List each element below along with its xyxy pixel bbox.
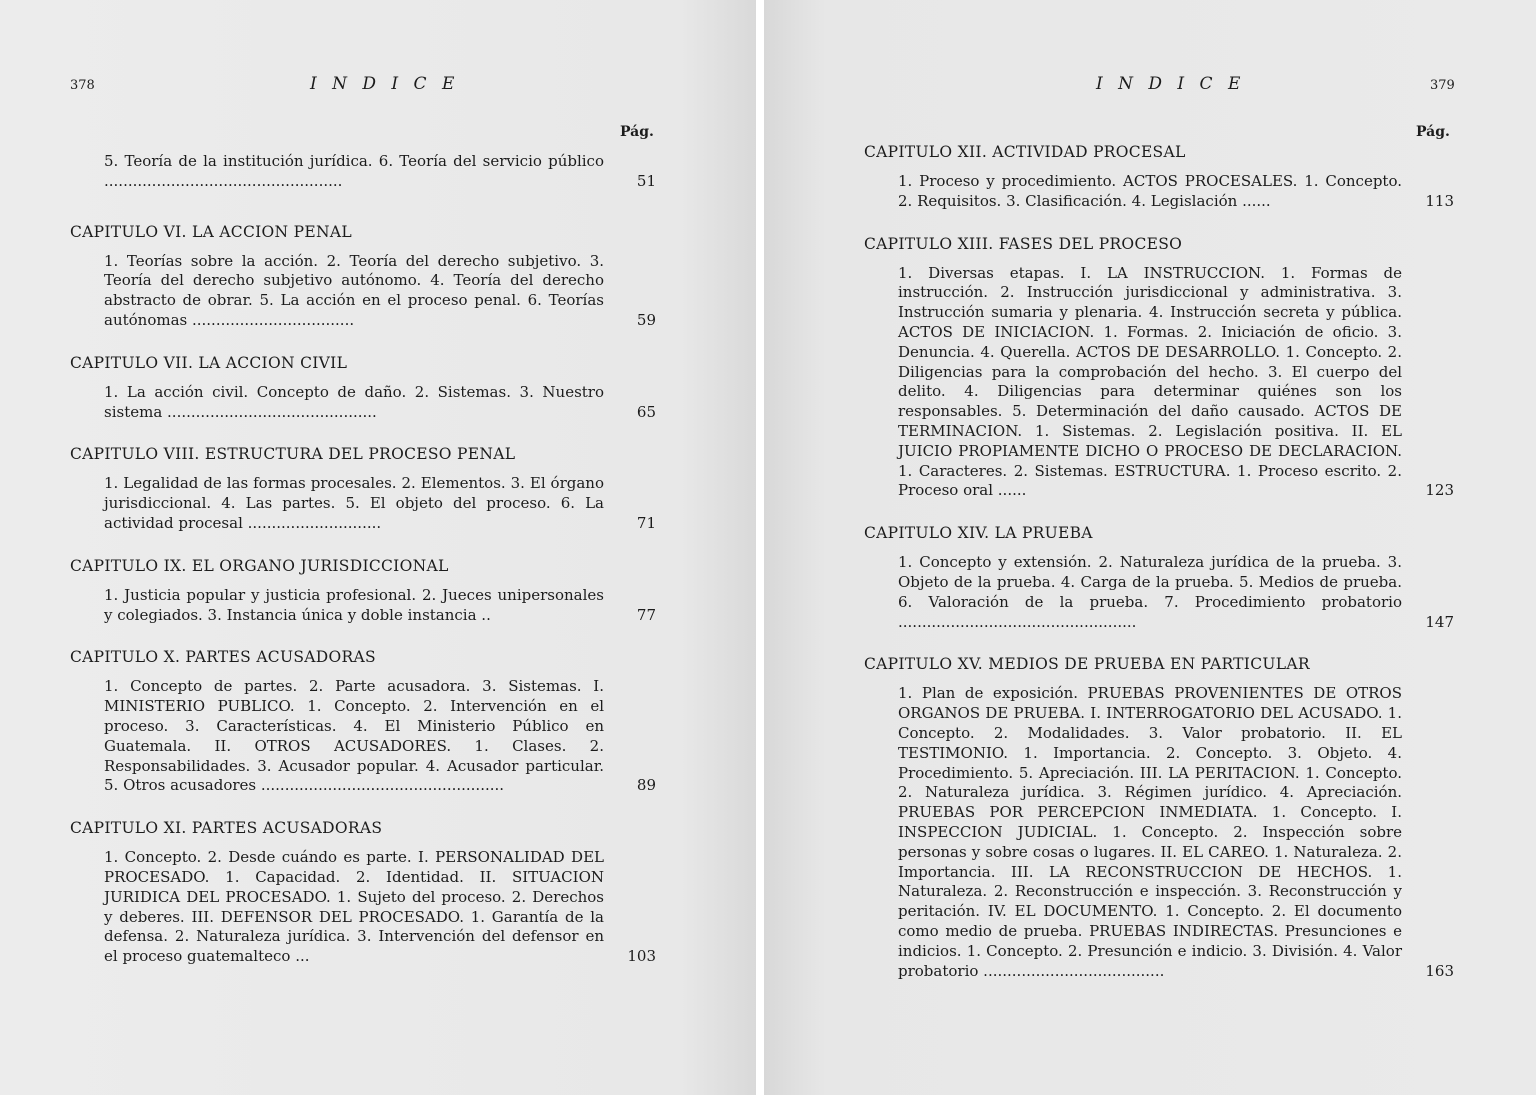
entry-text: 1. Legalidad de las formas procesales. 2. Elementos. 3. El órgano jurisdiccional. 4. Las partes. 5. El objeto del proceso. 6. La actividad procesal ............................ bbox=[104, 474, 604, 532]
left-page bbox=[0, 0, 756, 1095]
toc-entry-text bbox=[104, 848, 656, 967]
entry-text: 5. Teoría de la institución jurídica. 6. Teoría del servicio público .................................................. bbox=[104, 152, 604, 190]
entry-page: 113 bbox=[1425, 191, 1454, 210]
entry-text: 1. Concepto. 2. Desde cuándo es parte. I. PERSONALIDAD DEL PROCESADO. 1. Capacidad. 2. Identidad. II. SITUACION JURIDICA DEL PROCESADO. 1. Sujeto del proceso. 2. Derechos y deberes. III. DEFENSOR DEL PROCESADO. 1. Garantía de la defensa. 2. Naturaleza jurídica. 3. Intervención del defensor en el proceso guatemalteco ... bbox=[104, 848, 604, 966]
toc-chapter bbox=[864, 142, 1454, 212]
toc-chapter bbox=[70, 818, 656, 967]
pag-label-left: Pág. bbox=[620, 124, 654, 140]
entry-text: 1. Diversas etapas. I. LA INSTRUCCION. 1. Formas de instrucción. 2. Instrucción jurisdiccional y administrativa. 3. Instrucción sumaria y plenaria. 4. Instrucción secreta y pública. ACTOS DE INICIACION. 1. Formas. 2. Iniciación de oficio. 3. Denuncia. 4. Querella. ACTOS DE DESARROLLO. 1. Concepto. 2. Diligencias para la comprobación del hecho. 3. El cuerpo del delito. 4. Diligencias para determinar quiénes son los responsables. 5. Determinación del daño causado. ACTOS DE TERMINACION. 1. Sistemas. 2. Legislación positiva. II. EL JUICIO PROPIAMENTE DICHO O PROCESO DE DECLARACION. 1. Caracteres. 2. Sistemas. ESTRUCTURA. 1. Proceso escrito. 2. Proceso oral ...... bbox=[898, 263, 1402, 500]
toc-chapter bbox=[864, 654, 1454, 981]
toc-entry-text bbox=[104, 586, 656, 626]
chapter-title: CAPITULO XIII. FASES DEL PROCESO bbox=[864, 234, 1183, 253]
toc-chapter bbox=[70, 222, 656, 331]
right-toc-column bbox=[864, 142, 1454, 1003]
entry-page: 147 bbox=[1425, 612, 1454, 631]
page-number-left: 378 bbox=[70, 78, 95, 93]
entry-text: 1. Concepto y extensión. 2. Naturaleza jurídica de la prueba. 3. Objeto de la prueba. 4. Carga de la prueba. 5. Medios de prueba. 6. Valoración de la prueba. 7. Procedimiento probatorio .................................................. bbox=[898, 553, 1402, 631]
chapter-title: CAPITULO IX. EL ORGANO JURISDICCIONAL bbox=[70, 556, 449, 575]
entry-page: 71 bbox=[636, 513, 656, 532]
chapter-title: CAPITULO VIII. ESTRUCTURA DEL PROCESO PENAL bbox=[70, 445, 516, 464]
toc-entry-text bbox=[898, 264, 1454, 502]
toc-chapter bbox=[864, 523, 1454, 632]
toc-chapter bbox=[70, 647, 656, 796]
page-number-right: 379 bbox=[1430, 78, 1455, 93]
entry-page: 77 bbox=[636, 605, 656, 624]
entry-page: 89 bbox=[636, 776, 656, 795]
chapter-title: CAPITULO XI. PARTES ACUSADORAS bbox=[70, 819, 383, 838]
entry-page: 59 bbox=[636, 310, 656, 329]
running-head-right: I N D I C E bbox=[1096, 74, 1246, 94]
toc-entry-text bbox=[104, 474, 656, 533]
toc-entry bbox=[70, 152, 656, 192]
entry-text: 1. La acción civil. Concepto de daño. 2. Sistemas. 3. Nuestro sistema ............................................ bbox=[104, 382, 604, 421]
chapter-title: CAPITULO X. PARTES ACUSADORAS bbox=[70, 648, 376, 667]
entry-page: 51 bbox=[636, 171, 656, 190]
toc-entry-text bbox=[104, 383, 656, 423]
entry-page: 65 bbox=[636, 402, 656, 421]
left-toc-column bbox=[70, 152, 656, 989]
entry-text: 1. Plan de exposición. PRUEBAS PROVENIENTES DE OTROS ORGANOS DE PRUEBA. I. INTERROGATORIO DEL ACUSADO. 1. Concepto. 2. Modalidades. 3. Valor probatorio. II. EL TESTIMONIO. 1. Importancia. 2. Concepto. 3. Objeto. 4. Procedimiento. 5. Apreciación. III. LA PERITACION. 1. Concepto. 2. Naturaleza jurídica. 3. Régimen jurídico. 4. Apreciación. PRUEBAS POR PERCEPCION INMEDIATA. 1. Concepto. I. INSPECCION JUDICIAL. 1. Concepto. 2. Inspección sobre personas y sobre cosas o lugares. II. EL CAREO. 1. Naturaleza. 2. Importancia. III. LA RECONSTRUCCION DE HECHOS. 1. Naturaleza. 2. Reconstrucción e inspección. 3. Reconstrucción y peritación. IV. EL DOCUMENTO. 1. Concepto. 2. El documento como medio de prueba. PRUEBAS INDIRECTAS. Presunciones e indicios. 1. Concepto. 2. Presunción e indicio. 3. División. 4. Valor probatorio ...................................... bbox=[898, 684, 1402, 980]
toc-entry-text bbox=[898, 684, 1454, 981]
right-page bbox=[764, 0, 1536, 1095]
toc-entry-text bbox=[104, 252, 656, 331]
entry-text: 1. Teorías sobre la acción. 2. Teoría del derecho subjetivo. 3. Teoría del derecho subjetivo autónomo. 4. Teoría del derecho abstracto de obrar. 5. La acción en el proceso penal. 6. Teorías autónomas .................................. bbox=[104, 251, 604, 329]
entry-page: 103 bbox=[627, 947, 656, 966]
right-chapter-list bbox=[864, 142, 1454, 981]
toc-entry-text bbox=[104, 677, 656, 796]
chapter-title: CAPITULO VII. LA ACCION CIVIL bbox=[70, 353, 348, 372]
toc-chapter bbox=[70, 353, 656, 423]
page-gutter bbox=[756, 0, 764, 1095]
toc-chapter bbox=[70, 556, 656, 626]
entry-text: 1. Justicia popular y justicia profesional. 2. Jueces unipersonales y colegiados. 3. Instancia única y doble instancia .. bbox=[104, 585, 604, 624]
toc-entry-text bbox=[898, 553, 1454, 632]
toc-entry-text bbox=[104, 152, 656, 192]
left-chapter-list bbox=[70, 222, 656, 967]
chapter-title: CAPITULO XII. ACTIVIDAD PROCESAL bbox=[864, 143, 1186, 161]
entry-page: 163 bbox=[1425, 961, 1454, 980]
chapter-title: CAPITULO VI. LA ACCION PENAL bbox=[70, 222, 352, 241]
running-head-left: I N D I C E bbox=[310, 74, 460, 94]
entry-text: 1. Concepto de partes. 2. Parte acusadora. 3. Sistemas. I. MINISTERIO PUBLICO. 1. Concepto. 2. Intervención en el proceso. 3. Características. 4. El Ministerio Público en Guatemala. II. OTROS ACUSADORES. 1. Clases. 2. Responsabilidades. 3. Acusador popular. 4. Acusador particular. 5. Otros acusadores ................................................... bbox=[104, 677, 604, 795]
chapter-title: CAPITULO XV. MEDIOS DE PRUEBA EN PARTICULAR bbox=[864, 655, 1310, 674]
entry-text: 1. Proceso y procedimiento. ACTOS PROCESALES. 1. Concepto. 2. Requisitos. 3. Clasificación. 4. Legislación ...... bbox=[898, 172, 1402, 210]
entry-page: 123 bbox=[1425, 481, 1454, 500]
toc-chapter bbox=[864, 234, 1454, 502]
toc-entry-text bbox=[898, 172, 1454, 212]
chapter-title: CAPITULO XIV. LA PRUEBA bbox=[864, 524, 1093, 543]
toc-chapter bbox=[70, 444, 656, 533]
pag-label-right: Pág. bbox=[1416, 124, 1450, 140]
